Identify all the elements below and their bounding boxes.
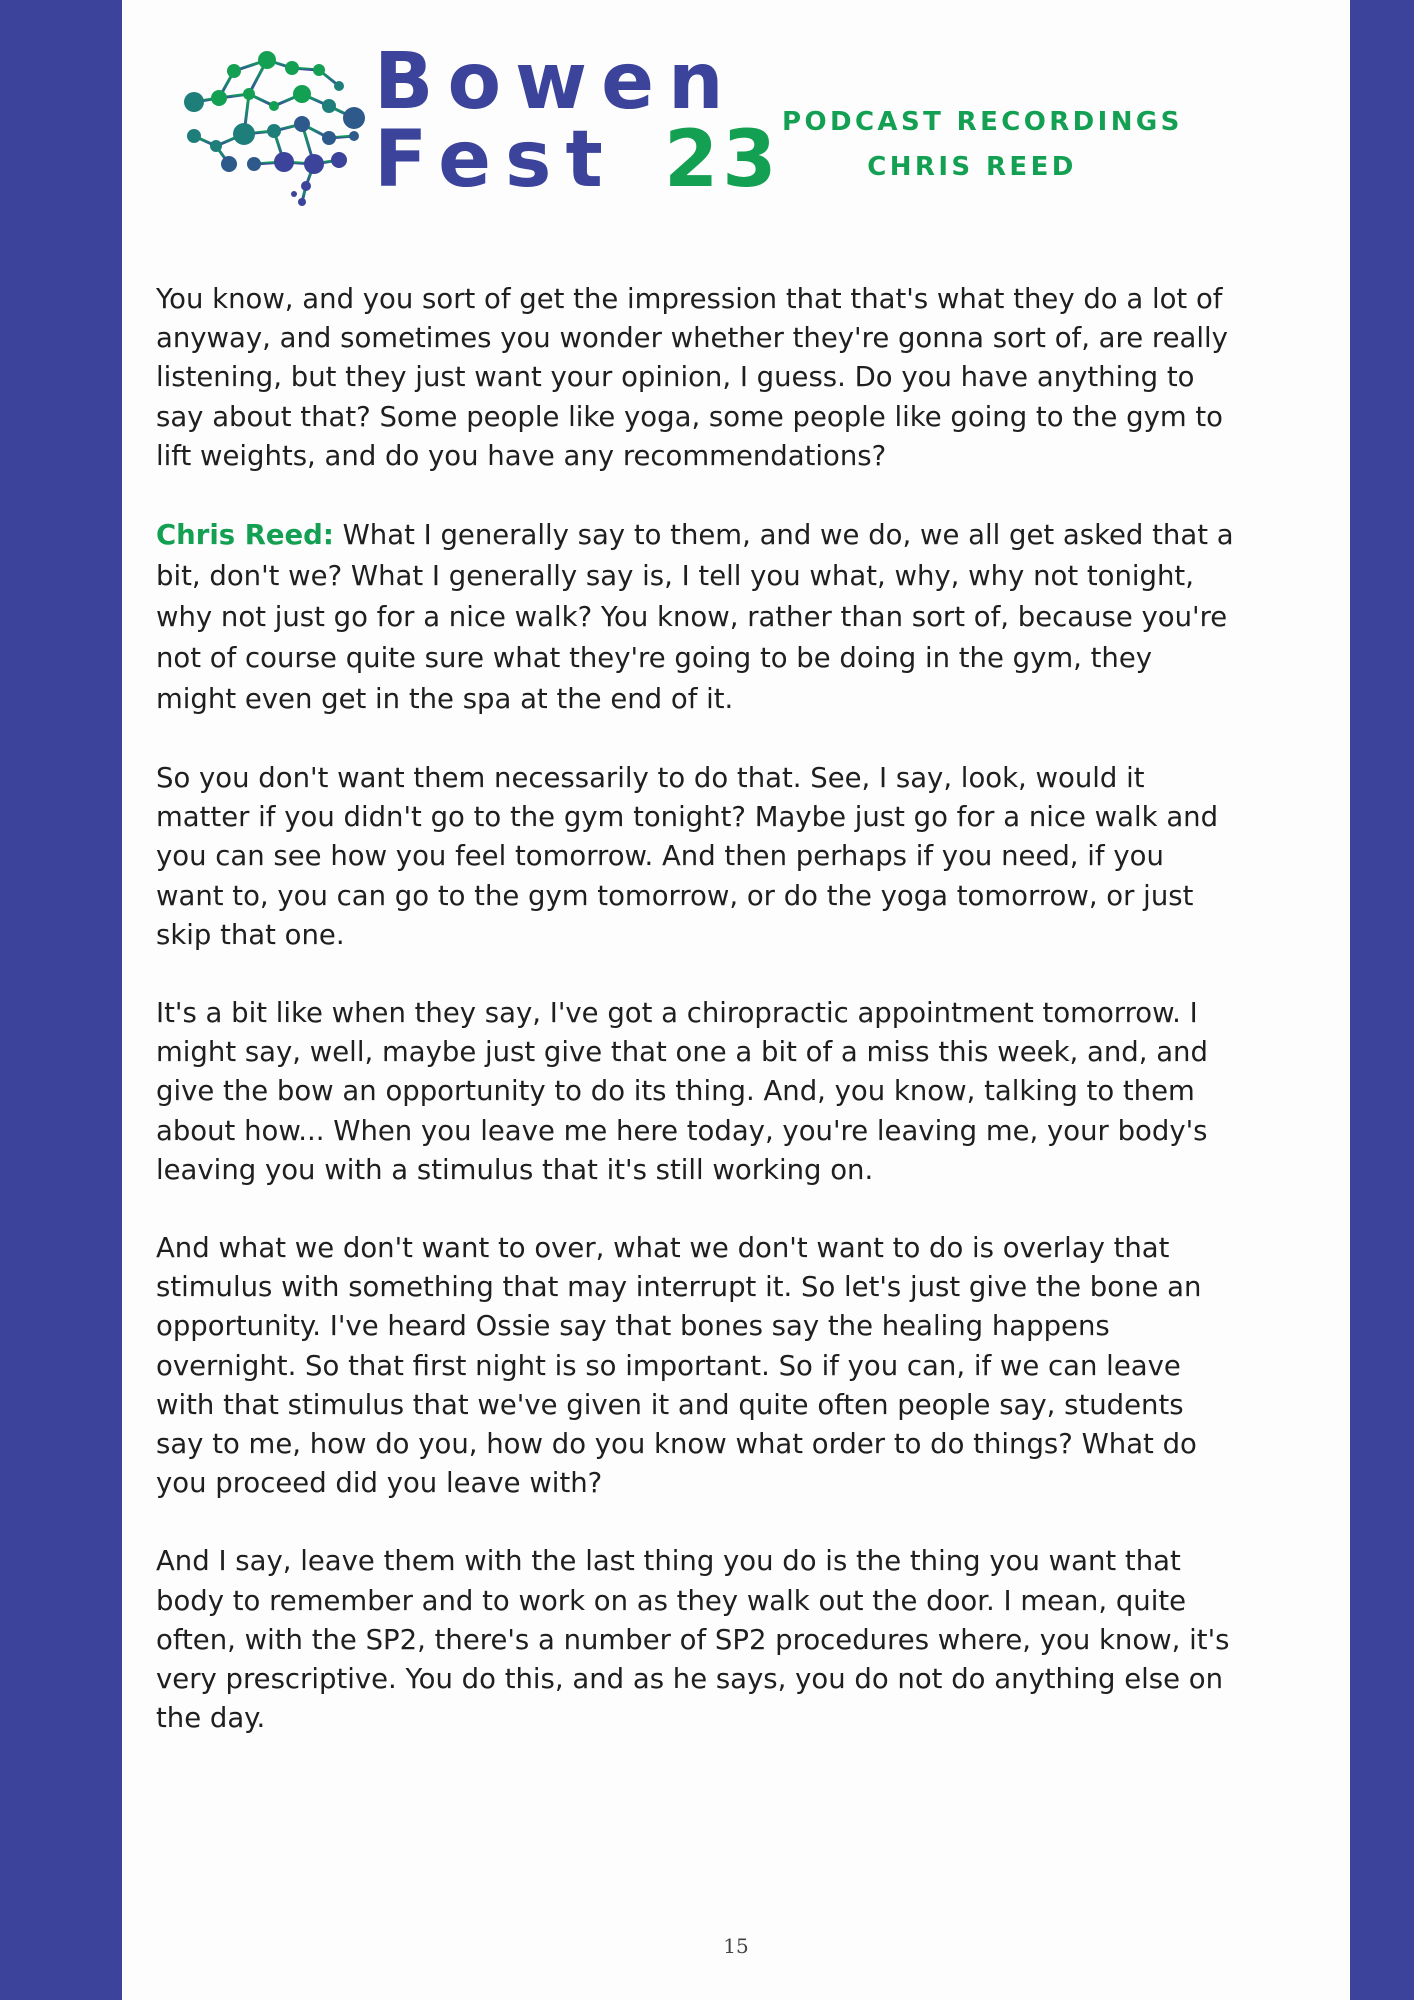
header-title: PODCAST RECORDINGS <box>782 107 1183 137</box>
transcript-paragraph: You know, and you sort of get the impression that that's what they do a lot of anyway, and sometimes you wonder whether they're gonna sort of, are really listening, but they just want your opinion, I guess. Do you have anything to say about that? Some people like yoga, some people like going to the gym to lift weights, and do you have any recommendations? <box>156 283 1228 472</box>
document-page <box>122 0 1350 2000</box>
bowen-fest-logo <box>174 46 852 216</box>
transcript-paragraph: So you don't want them necessarily to do that. See, I say, look, would it matter if you didn't go to the gym tonight? Maybe just go for a nice walk and you can see how you feel tomorrow. And then perhaps if you need, if you want to, you can go to the gym tomorrow, or do the yoga tomorrow, or just skip that one. <box>156 762 1219 951</box>
transcript-paragraph: It's a bit like when they say, I've got a chiropractic appointment tomorrow. I might say, well, maybe just give that one a bit of a miss this week, and, and give the bow an opportunity to do its thing. And, you know, talking to them about how... When you leave me here today, you're leaving me, your body's leaving you with a stimulus that it's still working on. <box>156 997 1208 1186</box>
podcast-header <box>782 100 1183 190</box>
logo-word-bowen: Bowen <box>374 46 738 127</box>
transcript-paragraph-speaker <box>156 515 1236 720</box>
logo-year: 23 <box>664 115 781 205</box>
transcript-body <box>156 280 1236 1777</box>
transcript-paragraph: And I say, leave them with the last thing you do is the thing you want that body to remember and to work on as they walk out the door. I mean, quite often, with the SP2, there's a number of SP2 procedures where, you know, it's very prescriptive. You do this, and as he says, you do not do anything else on the day. <box>156 1545 1230 1735</box>
page-number: 15 <box>723 1934 749 1958</box>
transcript-paragraph: And what we don't want to over, what we don't want to do is overlay that stimulus with something that may interrupt it. So let's just give the bone an opportunity. I've heard Ossie say that bones say the healing happens overnight. So that first night is so important. So if you can, if we can leave with that stimulus that we've given it and quite often people say, students say to me, how do you, how do you know what order to do things? What do you proceed did you leave with? <box>156 1232 1202 1500</box>
speaker-label: Chris Reed: <box>156 519 334 552</box>
speaker-text: What I generally say to them, and we do, we all get asked that a bit, don't we? What I generally say is, I tell you what, why, why not tonight, why not just go for a nice walk? You know, rather than sort of, because you're not of course quite sure what they're going to be doing in the gym, they might even get in the spa at the end of it. <box>156 519 1234 716</box>
logo-word-fest: Fest <box>374 115 617 205</box>
header-speaker-name: CHRIS REED <box>867 152 1077 182</box>
